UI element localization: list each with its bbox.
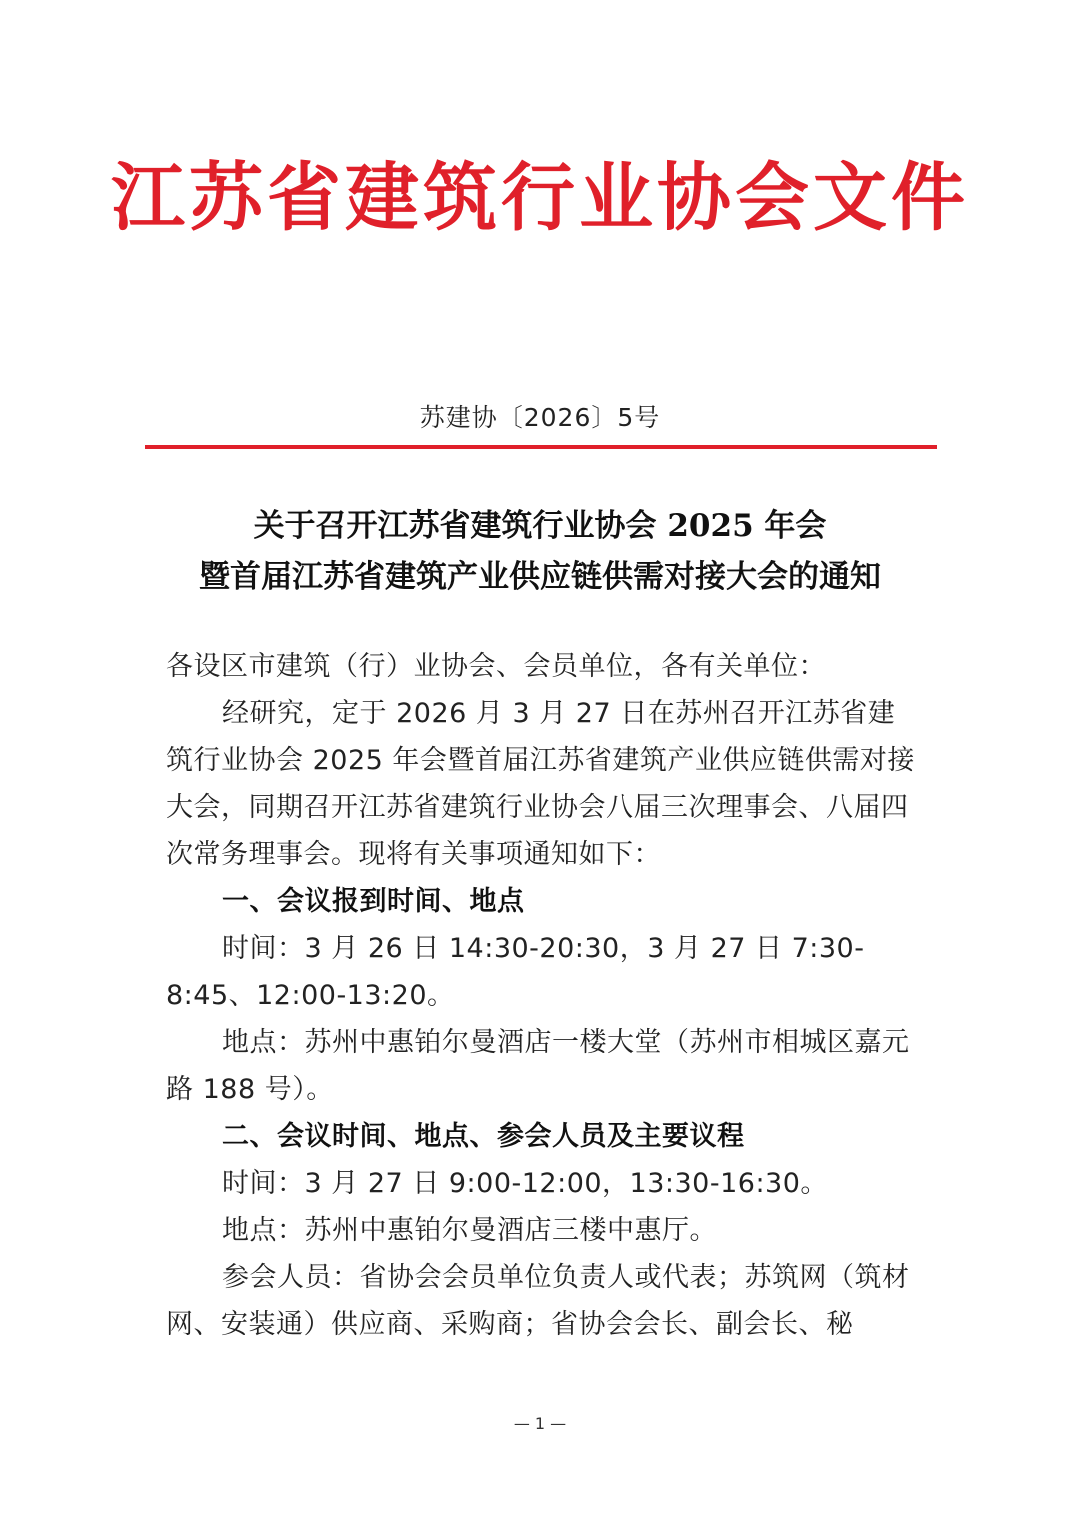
section-2-attendees: 参会人员：省协会会员单位负责人或代表；苏筑网（筑材网、安装通）供应商、采购商；省协会会长、副会长、秘 <box>166 1262 910 1340</box>
masthead-title: 江苏省建筑行业协会文件 <box>111 155 969 241</box>
document-number: 苏建协〔2026〕5号 <box>419 403 661 432</box>
section-2-time: 时间：3 月 27 日 9:00-12:00，13:30-16:30。 <box>222 1168 828 1199</box>
red-divider-line <box>145 445 937 449</box>
section-1-place: 地点：苏州中惠铂尔曼酒店一楼大堂（苏州市相城区嘉元路 188 号）。 <box>166 1027 910 1105</box>
section-2-place: 地点：苏州中惠铂尔曼酒店三楼中惠厅。 <box>222 1215 717 1246</box>
notice-body <box>166 643 918 1348</box>
section-1-heading: 一、会议报到时间、地点 <box>222 886 525 917</box>
page-number: — 1 — <box>513 1414 567 1433</box>
salutation: 各设区市建筑（行）业协会、会员单位，各有关单位： <box>166 651 826 682</box>
notice-title-line-2: 暨首届江苏省建筑产业供应链供需对接大会的通知 <box>199 559 881 595</box>
section-1-time: 时间：3 月 26 日 14:30-20:30，3 月 27 日 7:30-8:45、12:00-13:20。 <box>166 933 865 1011</box>
section-2-heading: 二、会议时间、地点、参会人员及主要议程 <box>222 1121 745 1152</box>
intro-paragraph: 经研究，定于 2026 月 3 月 27 日在苏州召开江苏省建筑行业协会 2025 年会暨首届江苏省建筑产业供应链供需对接大会，同期召开江苏省建筑行业协会八届三次理事会、八届四次常务理事会。现将有关事项通知如下： <box>166 698 915 870</box>
notice-title-line-1: 关于召开江苏省建筑行业协会 2025 年会 <box>253 508 827 544</box>
